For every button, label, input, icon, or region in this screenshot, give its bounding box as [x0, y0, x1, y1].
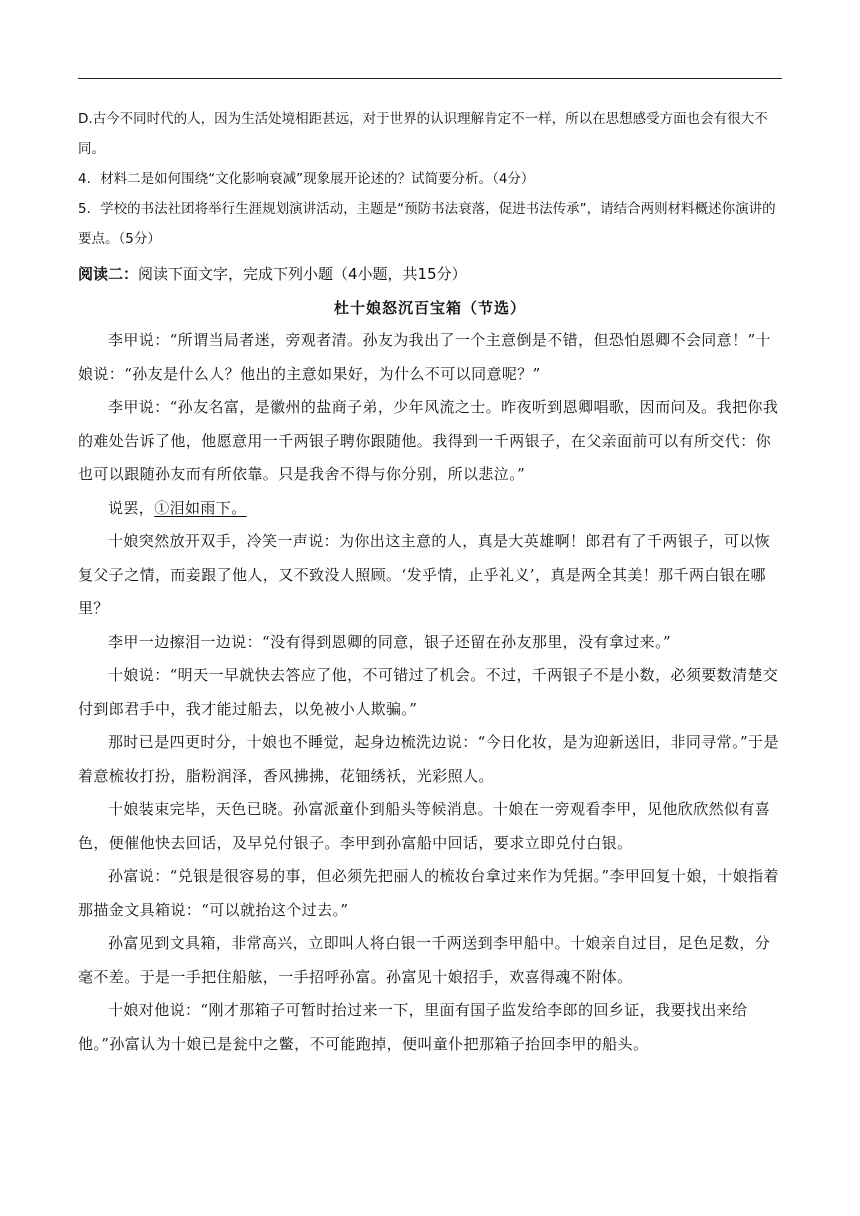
option-d-text: D.古今不同时代的人，因为生活处境相距甚远，对于世界的认识理解肯定不一样，所以在思想感受方面也会有很大不同。: [78, 111, 768, 157]
underlined-sentence-1: ①泪如雨下。: [154, 498, 247, 517]
passage-paragraph-9: 孙富说：“兑银是很容易的事，但必须先把丽人的梳妆台拿过来作为凭据。”李甲回复十娘，十娘指着那描金文具箱说：“可以就抬这个过去。”: [78, 867, 779, 919]
passage-paragraph-4: 十娘突然放开双手，冷笑一声说：为你出这主意的人，真是大英雄啊！郎君有了千两银子，可以恢复父子之情，而妾跟了他人，又不致没人照顾。‘发乎情，止乎礼义’，真是两全其美！那千两白银在哪里？: [78, 532, 771, 617]
passage-paragraph-8: 十娘装束完毕，天色已晓。孙富派童仆到船头等候消息。十娘在一旁观看李甲，见他欣欣然似有喜色，便催他快去回话，及早兑付银子。李甲到孙富船中回话，要求立即兑付白银。: [78, 800, 771, 852]
passage-paragraph-3: [78, 492, 782, 526]
page-content: [78, 104, 782, 1061]
passage-paragraph-10: 孙富见到文具箱，非常高兴，立即叫人将白银一千两送到李甲船中。十娘亲自过目，足色足数，分毫不差。于是一手把住船舷，一手招呼孙富。孙富见十娘招手，欢喜得魂不附体。: [78, 934, 771, 986]
passage-paragraph-1: 李甲说：“所谓当局者迷，旁观者清。孙友为我出了一个主意倒是不错，但恐怕恩卿不会同意！”十娘说：“孙友是什么人？他出的主意如果好，为什么不可以同意呢？”: [78, 331, 771, 383]
reading-2-instruction: 阅读下面文字，完成下列小题（4小题，共15分）: [138, 265, 467, 283]
header-rule: [78, 78, 782, 79]
reading-2-label: 阅读二：: [78, 265, 139, 283]
passage-paragraph-6: 十娘说：“明天一早就快去答应了他，不可错过了机会。不过，千两银子不是小数，必须要数清楚交付到郎君手中，我才能过船去，以免被小人欺骗。”: [78, 666, 779, 718]
passage-paragraph-5: 李甲一边擦泪一边说：“没有得到恩卿的同意，银子还留在孙友那里，没有拿过来。”: [108, 632, 672, 651]
passage-title: 杜十娘怒沉百宝箱（节选）: [333, 299, 526, 317]
paragraph-3-prefix: 说罢，: [108, 498, 155, 517]
passage-paragraph-11: 十娘对他说：“刚才那箱子可暂时抬过来一下，里面有国子监发给李郎的回乡证，我要找出来给他。”孙富认为十娘已是瓮中之鳖，不可能跑掉，便叫童仆把那箱子抬回李甲的船头。: [78, 1001, 748, 1053]
passage-paragraph-7: 那时已是四更时分，十娘也不睡觉，起身边梳洗边说：“今日化妆，是为迎新送旧，非同寻常。”于是着意梳妆打扮，脂粉润泽，香风拂拂，花钿绣袄，光彩照人。: [78, 733, 779, 785]
question-5: 5．学校的书法社团将举行生涯规划演讲活动，主题是“预防书法衰落，促进书法传承”，请结合两则材料概述你演讲的要点。（5分）: [78, 201, 776, 247]
passage-paragraph-2: 李甲说：“孙友名富，是徽州的盐商子弟，少年风流之士。昨夜听到恩卿唱歌，因而问及。我把你我的难处告诉了他，他愿意用一千两银子聘你跟随他。我得到一千两银子，在父亲面前可以有所交代：你也可以跟随孙友而有所依靠。只是我舍不得与你分别，所以悲泣。”: [78, 398, 779, 483]
question-4: 4．材料二是如何围绕“文化影响衰减”现象展开论述的？试简要分析。（4分）: [78, 171, 535, 187]
reading-2-heading: [78, 256, 782, 292]
